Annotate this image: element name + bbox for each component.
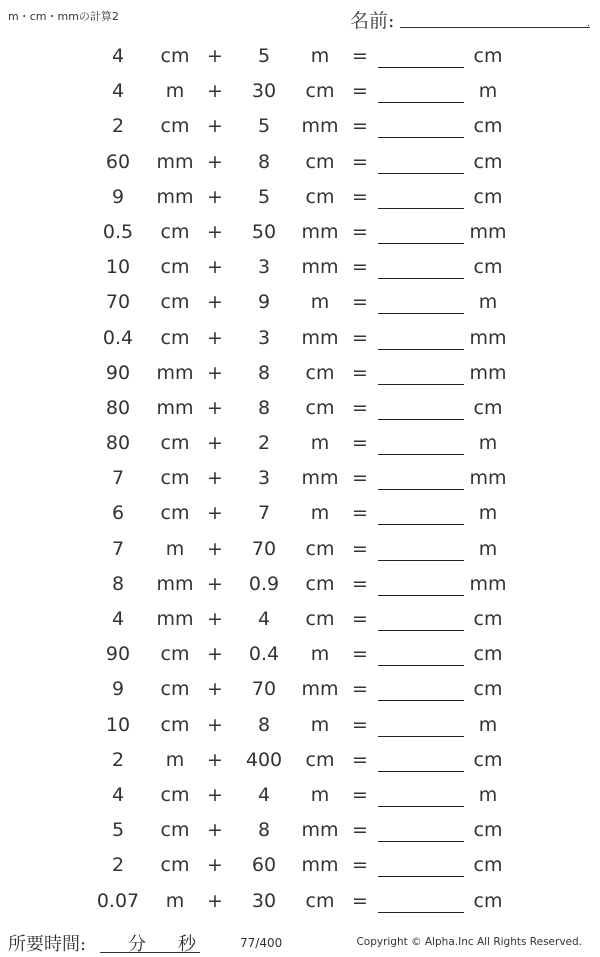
second-number: 5 <box>257 185 271 208</box>
second-unit: mm <box>301 256 339 279</box>
name-label: 名前: <box>350 10 395 32</box>
second-number: 8 <box>257 819 271 842</box>
answer-blank[interactable] <box>378 392 464 420</box>
equals-sign: = <box>352 819 368 842</box>
answer-unit: m <box>478 783 498 806</box>
first-unit: mm <box>156 361 194 384</box>
second-number: 30 <box>251 80 277 103</box>
problem-row <box>0 497 600 532</box>
first-unit: mm <box>156 150 194 173</box>
first-unit: cm <box>160 502 190 525</box>
second-number: 9 <box>257 291 271 314</box>
second-unit: cm <box>305 537 335 560</box>
first-unit: cm <box>160 713 190 736</box>
answer-unit: m <box>478 291 498 314</box>
second-unit: cm <box>305 80 335 103</box>
first-unit: m <box>165 537 185 560</box>
equals-sign: = <box>352 291 368 314</box>
plus-sign: + <box>207 748 223 771</box>
plus-sign: + <box>207 326 223 349</box>
problem-row <box>0 462 600 497</box>
second-number: 30 <box>251 889 277 912</box>
first-number: 9 <box>111 678 125 701</box>
plus-sign: + <box>207 396 223 419</box>
equals-sign: = <box>352 854 368 877</box>
worksheet-title: m・cm・mmの計算2 <box>8 10 119 23</box>
answer-blank[interactable] <box>378 216 464 244</box>
equals-sign: = <box>352 889 368 912</box>
second-number: 50 <box>251 220 277 243</box>
first-unit: m <box>165 889 185 912</box>
answer-unit: cm <box>473 889 503 912</box>
second-number: 5 <box>257 45 271 67</box>
answer-blank[interactable] <box>378 181 464 209</box>
answer-blank[interactable] <box>378 744 464 772</box>
second-number: 4 <box>257 783 271 806</box>
second-number: 8 <box>257 713 271 736</box>
plus-sign: + <box>207 713 223 736</box>
plus-sign: + <box>207 45 223 67</box>
plus-sign: + <box>207 291 223 314</box>
first-number: 9 <box>111 185 125 208</box>
second-unit: mm <box>301 678 339 701</box>
first-number: 2 <box>111 115 125 138</box>
answer-blank[interactable] <box>378 40 464 68</box>
second-unit: m <box>310 643 330 666</box>
plus-sign: + <box>207 115 223 138</box>
equals-sign: = <box>352 502 368 525</box>
plus-sign: + <box>207 643 223 666</box>
answer-unit: m <box>478 537 498 560</box>
first-number: 4 <box>111 45 125 67</box>
name-underline <box>400 27 590 28</box>
plus-sign: + <box>207 608 223 630</box>
answer-unit: cm <box>473 608 503 630</box>
first-number: 70 <box>105 291 131 314</box>
second-unit: m <box>310 432 330 455</box>
answer-unit: cm <box>473 115 503 138</box>
equals-sign: = <box>352 115 368 138</box>
first-number: 80 <box>105 432 131 455</box>
problem-row <box>0 709 600 744</box>
answer-blank[interactable] <box>378 603 464 631</box>
answer-blank[interactable] <box>378 462 464 490</box>
answer-unit: cm <box>473 150 503 173</box>
plus-sign: + <box>207 361 223 384</box>
plus-sign: + <box>207 220 223 243</box>
time-label: 所要時間: <box>8 934 87 955</box>
first-unit: m <box>165 748 185 771</box>
minutes-label: 分 <box>128 934 146 955</box>
first-number: 7 <box>111 537 125 560</box>
answer-blank[interactable] <box>378 849 464 877</box>
plus-sign: + <box>207 502 223 525</box>
second-unit: cm <box>305 150 335 173</box>
second-number: 7 <box>257 502 271 525</box>
answer-blank[interactable] <box>378 497 464 525</box>
equals-sign: = <box>352 150 368 173</box>
problem-row <box>0 357 600 392</box>
problem-row <box>0 603 600 638</box>
first-unit: cm <box>160 220 190 243</box>
answer-blank[interactable] <box>378 568 464 596</box>
first-number: 10 <box>105 256 131 279</box>
second-number: 3 <box>257 326 271 349</box>
problem-row <box>0 849 600 884</box>
answer-unit: mm <box>469 361 507 384</box>
first-number: 4 <box>111 80 125 103</box>
page-number: 77/400 <box>240 936 283 950</box>
problem-row <box>0 427 600 462</box>
first-number: 7 <box>111 467 125 490</box>
first-number: 90 <box>105 361 131 384</box>
plus-sign: + <box>207 819 223 842</box>
second-unit: mm <box>301 326 339 349</box>
equals-sign: = <box>352 678 368 701</box>
equals-sign: = <box>352 572 368 595</box>
plus-sign: + <box>207 185 223 208</box>
second-number: 8 <box>257 396 271 419</box>
equals-sign: = <box>352 608 368 630</box>
answer-blank[interactable] <box>378 251 464 279</box>
first-number: 10 <box>105 713 131 736</box>
equals-sign: = <box>352 185 368 208</box>
second-number: 0.4 <box>248 643 280 666</box>
answer-unit: cm <box>473 819 503 842</box>
second-unit: m <box>310 291 330 314</box>
equals-sign: = <box>352 713 368 736</box>
second-unit: cm <box>305 396 335 419</box>
first-number: 90 <box>105 643 131 666</box>
second-unit: m <box>310 713 330 736</box>
plus-sign: + <box>207 432 223 455</box>
second-number: 3 <box>257 256 271 279</box>
second-unit: m <box>310 783 330 806</box>
answer-blank[interactable] <box>378 885 464 913</box>
problem-row <box>0 286 600 321</box>
plus-sign: + <box>207 678 223 701</box>
time-field[interactable] <box>100 930 200 953</box>
answer-blank[interactable] <box>378 146 464 174</box>
first-number: 2 <box>111 854 125 877</box>
problem-row <box>0 814 600 849</box>
second-number: 8 <box>257 150 271 173</box>
first-unit: mm <box>156 608 194 630</box>
second-unit: mm <box>301 115 339 138</box>
first-unit: cm <box>160 467 190 490</box>
second-number: 60 <box>251 854 277 877</box>
name-dot: . <box>586 18 590 29</box>
problem-list <box>0 40 600 920</box>
problem-row <box>0 673 600 708</box>
answer-unit: m <box>478 502 498 525</box>
second-number: 70 <box>251 537 277 560</box>
equals-sign: = <box>352 467 368 490</box>
second-number: 8 <box>257 361 271 384</box>
first-unit: cm <box>160 45 190 67</box>
first-number: 0.07 <box>96 889 140 912</box>
second-unit: m <box>310 502 330 525</box>
equals-sign: = <box>352 220 368 243</box>
plus-sign: + <box>207 889 223 912</box>
plus-sign: + <box>207 854 223 877</box>
problem-row <box>0 75 600 110</box>
first-number: 0.5 <box>102 220 134 243</box>
answer-unit: cm <box>473 748 503 771</box>
copyright: Copyright © Alpha.Inc All Rights Reserved. <box>356 936 582 948</box>
second-unit: cm <box>305 185 335 208</box>
plus-sign: + <box>207 80 223 103</box>
problem-row <box>0 40 600 75</box>
equals-sign: = <box>352 326 368 349</box>
first-number: 80 <box>105 396 131 419</box>
second-number: 4 <box>257 608 271 630</box>
problem-row <box>0 322 600 357</box>
answer-blank[interactable] <box>378 75 464 103</box>
problem-row <box>0 392 600 427</box>
answer-blank[interactable] <box>378 286 464 314</box>
second-unit: cm <box>305 889 335 912</box>
answer-unit: cm <box>473 854 503 877</box>
equals-sign: = <box>352 80 368 103</box>
equals-sign: = <box>352 396 368 419</box>
problem-row <box>0 744 600 779</box>
plus-sign: + <box>207 572 223 595</box>
answer-unit: m <box>478 80 498 103</box>
answer-unit: mm <box>469 220 507 243</box>
answer-unit: cm <box>473 185 503 208</box>
first-unit: cm <box>160 256 190 279</box>
second-number: 400 <box>245 748 283 771</box>
first-unit: cm <box>160 115 190 138</box>
answer-blank[interactable] <box>378 357 464 385</box>
problem-row <box>0 885 600 920</box>
answer-unit: cm <box>473 45 503 67</box>
answer-blank[interactable] <box>378 638 464 666</box>
equals-sign: = <box>352 256 368 279</box>
first-unit: cm <box>160 819 190 842</box>
first-unit: mm <box>156 396 194 419</box>
first-unit: cm <box>160 854 190 877</box>
second-unit: cm <box>305 572 335 595</box>
first-number: 6 <box>111 502 125 525</box>
second-unit: m <box>310 45 330 67</box>
answer-unit: cm <box>473 678 503 701</box>
problem-row <box>0 216 600 251</box>
plus-sign: + <box>207 783 223 806</box>
first-number: 8 <box>111 572 125 595</box>
first-unit: mm <box>156 572 194 595</box>
problem-row <box>0 779 600 814</box>
first-unit: cm <box>160 326 190 349</box>
problem-row <box>0 251 600 286</box>
answer-blank[interactable] <box>378 779 464 807</box>
first-number: 60 <box>105 150 131 173</box>
seconds-label: 秒 <box>178 934 196 955</box>
problem-row <box>0 181 600 216</box>
problem-row <box>0 146 600 181</box>
second-number: 0.9 <box>248 572 280 595</box>
answer-blank[interactable] <box>378 322 464 350</box>
answer-unit: mm <box>469 326 507 349</box>
first-unit: cm <box>160 643 190 666</box>
equals-sign: = <box>352 537 368 560</box>
first-unit: m <box>165 80 185 103</box>
second-number: 70 <box>251 678 277 701</box>
name-field[interactable] <box>350 4 590 30</box>
equals-sign: = <box>352 361 368 384</box>
plus-sign: + <box>207 256 223 279</box>
answer-unit: cm <box>473 643 503 666</box>
second-number: 3 <box>257 467 271 490</box>
answer-unit: mm <box>469 467 507 490</box>
answer-blank[interactable] <box>378 533 464 561</box>
first-unit: cm <box>160 291 190 314</box>
second-number: 5 <box>257 115 271 138</box>
answer-blank[interactable] <box>378 814 464 842</box>
second-unit: mm <box>301 854 339 877</box>
answer-unit: cm <box>473 256 503 279</box>
second-number: 2 <box>257 432 271 455</box>
equals-sign: = <box>352 783 368 806</box>
first-unit: cm <box>160 783 190 806</box>
first-number: 4 <box>111 783 125 806</box>
plus-sign: + <box>207 467 223 490</box>
second-unit: cm <box>305 608 335 630</box>
answer-blank[interactable] <box>378 110 464 138</box>
first-number: 2 <box>111 748 125 771</box>
second-unit: cm <box>305 361 335 384</box>
problem-row <box>0 638 600 673</box>
answer-unit: m <box>478 713 498 736</box>
plus-sign: + <box>207 150 223 173</box>
equals-sign: = <box>352 432 368 455</box>
first-unit: mm <box>156 185 194 208</box>
first-unit: cm <box>160 678 190 701</box>
answer-unit: cm <box>473 396 503 419</box>
second-unit: mm <box>301 819 339 842</box>
problem-row <box>0 110 600 145</box>
second-unit: mm <box>301 220 339 243</box>
answer-unit: mm <box>469 572 507 595</box>
equals-sign: = <box>352 748 368 771</box>
plus-sign: + <box>207 537 223 560</box>
second-unit: cm <box>305 748 335 771</box>
answer-unit: m <box>478 432 498 455</box>
problem-row <box>0 533 600 568</box>
answer-blank[interactable] <box>378 673 464 701</box>
footer <box>0 926 600 956</box>
equals-sign: = <box>352 45 368 67</box>
equals-sign: = <box>352 643 368 666</box>
first-number: 0.4 <box>102 326 134 349</box>
answer-blank[interactable] <box>378 427 464 455</box>
answer-blank[interactable] <box>378 709 464 737</box>
first-number: 5 <box>111 819 125 842</box>
first-unit: cm <box>160 432 190 455</box>
problem-row <box>0 568 600 603</box>
second-unit: mm <box>301 467 339 490</box>
first-number: 4 <box>111 608 125 630</box>
